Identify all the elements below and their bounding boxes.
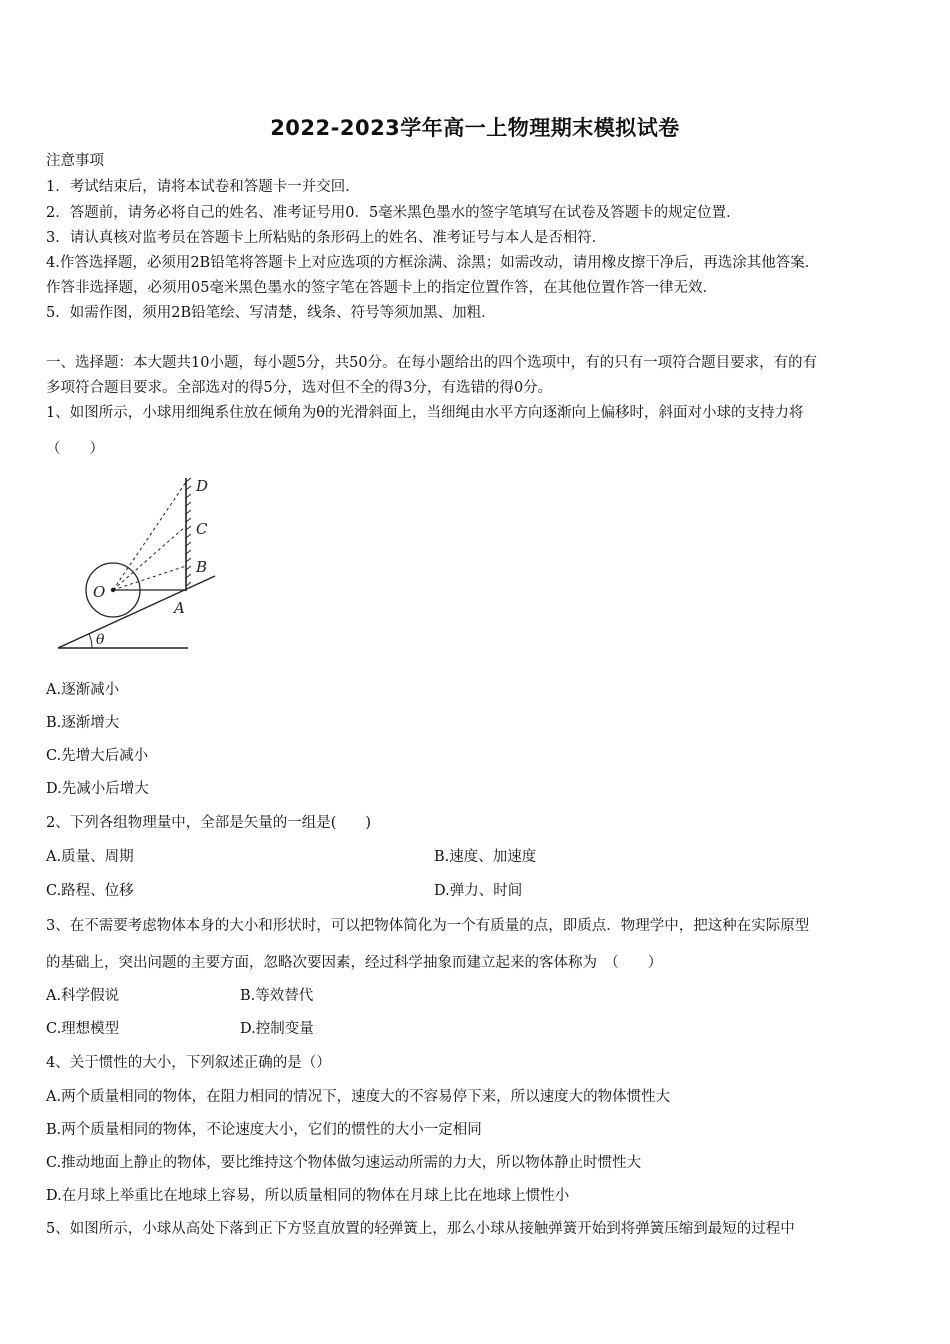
notice-item-4-cont: 作答非选择题，必须用05毫米黑色墨水的签字笔在答题卡上的指定位置作答，在其他位置作答一律无效． bbox=[46, 280, 717, 296]
notice-item-1: 1．考试结束后，请将本试卷和答题卡一并交回． bbox=[46, 179, 360, 195]
question-4-stem: 4、关于惯性的大小，下列叙述正确的是（） bbox=[46, 1055, 331, 1071]
label-B: B bbox=[196, 558, 208, 576]
question-2-option-c: C.路程、位移 bbox=[46, 883, 134, 899]
label-C: C bbox=[196, 520, 208, 538]
question-1-option-d: D.先减小后增大 bbox=[46, 781, 149, 797]
notice-item-3: 3．请认真核对监考员在答题卡上所粘贴的条形码上的姓名、准考证号与本人是否相符． bbox=[46, 230, 607, 246]
question-4-option-c: C.推动地面上静止的物体，要比维持这个物体做匀速运动所需的力大，所以物体静止时惯性大 bbox=[46, 1155, 642, 1171]
incline-line bbox=[58, 576, 215, 648]
notice-item-2: 2．答题前，请务必将自己的姓名、准考证号用0．5毫米黑色墨水的签字笔填写在试卷及答题卡的规定位置． bbox=[46, 205, 741, 221]
page-title: 2022-2023学年高一上物理期末模拟试卷 bbox=[270, 116, 680, 140]
question-1-figure bbox=[50, 470, 230, 659]
question-1-option-c: C.先增大后减小 bbox=[46, 748, 149, 764]
question-1-stem: 1、如图所示，小球用细绳系住放在倾角为θ的光滑斜面上，当细绳由水平方向逐渐向上偏移时，斜面对小球的支持力将 bbox=[46, 405, 804, 421]
question-2-option-d: D.弹力、时间 bbox=[434, 883, 523, 899]
notice-heading: 注意事项 bbox=[46, 153, 104, 169]
question-4-option-d: D.在月球上举重比在地球上容易，所以质量相同的物体在月球上比在地球上惯性小 bbox=[46, 1188, 570, 1204]
notice-item-5: 5．如需作图，须用2B铅笔绘、写清楚，线条、符号等须加黑、加粗． bbox=[46, 305, 496, 321]
question-3-option-a: A.科学假说 bbox=[46, 988, 120, 1004]
question-1-paren: （ ） bbox=[46, 441, 104, 457]
label-D: D bbox=[196, 477, 209, 495]
question-2-stem: 2、下列各组物理量中，全部是矢量的一组是( ) bbox=[46, 815, 372, 831]
angle-arc bbox=[89, 634, 92, 648]
string-to-B bbox=[113, 566, 186, 590]
question-2-option-a: A.质量、周期 bbox=[46, 849, 134, 865]
question-2-option-b: B.速度、加速度 bbox=[434, 849, 537, 865]
question-4-option-b: B.两个质量相同的物体，不论速度大小，它们的惯性的大小一定相同 bbox=[46, 1122, 482, 1138]
incline-ball-diagram bbox=[50, 470, 230, 655]
question-3-stem-line-1: 3、在不需要考虑物体本身的大小和形状时，可以把物体简化为一个有质量的点，即质点．物理学中，把这种在实际原型 bbox=[46, 918, 810, 934]
question-4-option-a: A.两个质量相同的物体，在阻力相同的情况下，速度大的不容易停下来，所以速度大的物体惯性大 bbox=[46, 1089, 671, 1105]
label-O: O bbox=[93, 583, 106, 601]
question-5-stem: 5、如图所示，小球从高处下落到正下方竖直放置的轻弹簧上，那么小球从接触弹簧开始到将弹簧压缩到最短的过程中 bbox=[46, 1221, 795, 1237]
label-theta: θ bbox=[96, 632, 105, 648]
question-3-option-c: C.理想模型 bbox=[46, 1021, 120, 1037]
string-to-C bbox=[113, 526, 186, 590]
notice-item-4: 4.作答选择题，必须用2B铅笔将答题卡上对应选项的方框涂满、涂黑；如需改动，请用橡皮擦干净后，再选涂其他答案． bbox=[46, 255, 820, 271]
section-heading-line-1: 一、选择题：本大题共10小题，每小题5分，共50分。在每小题给出的四个选项中，有的只有一项符合题目要求，有的有 bbox=[46, 355, 818, 371]
question-3-option-b: B.等效替代 bbox=[240, 988, 314, 1004]
label-A: A bbox=[174, 599, 185, 617]
question-1-option-b: B.逐渐增大 bbox=[46, 715, 120, 731]
section-heading-line-2: 多项符合题目要求。全部选对的得5分，选对但不全的得3分，有选错的得0分。 bbox=[46, 380, 553, 396]
question-1-option-a: A.逐渐减小 bbox=[46, 682, 120, 698]
question-3-stem-line-2: 的基础上，突出问题的主要方面，忽略次要因素，经过科学抽象而建立起来的客体称为 （ ） bbox=[46, 955, 663, 971]
question-3-option-d: D.控制变量 bbox=[240, 1021, 314, 1037]
string-to-D bbox=[113, 482, 186, 590]
